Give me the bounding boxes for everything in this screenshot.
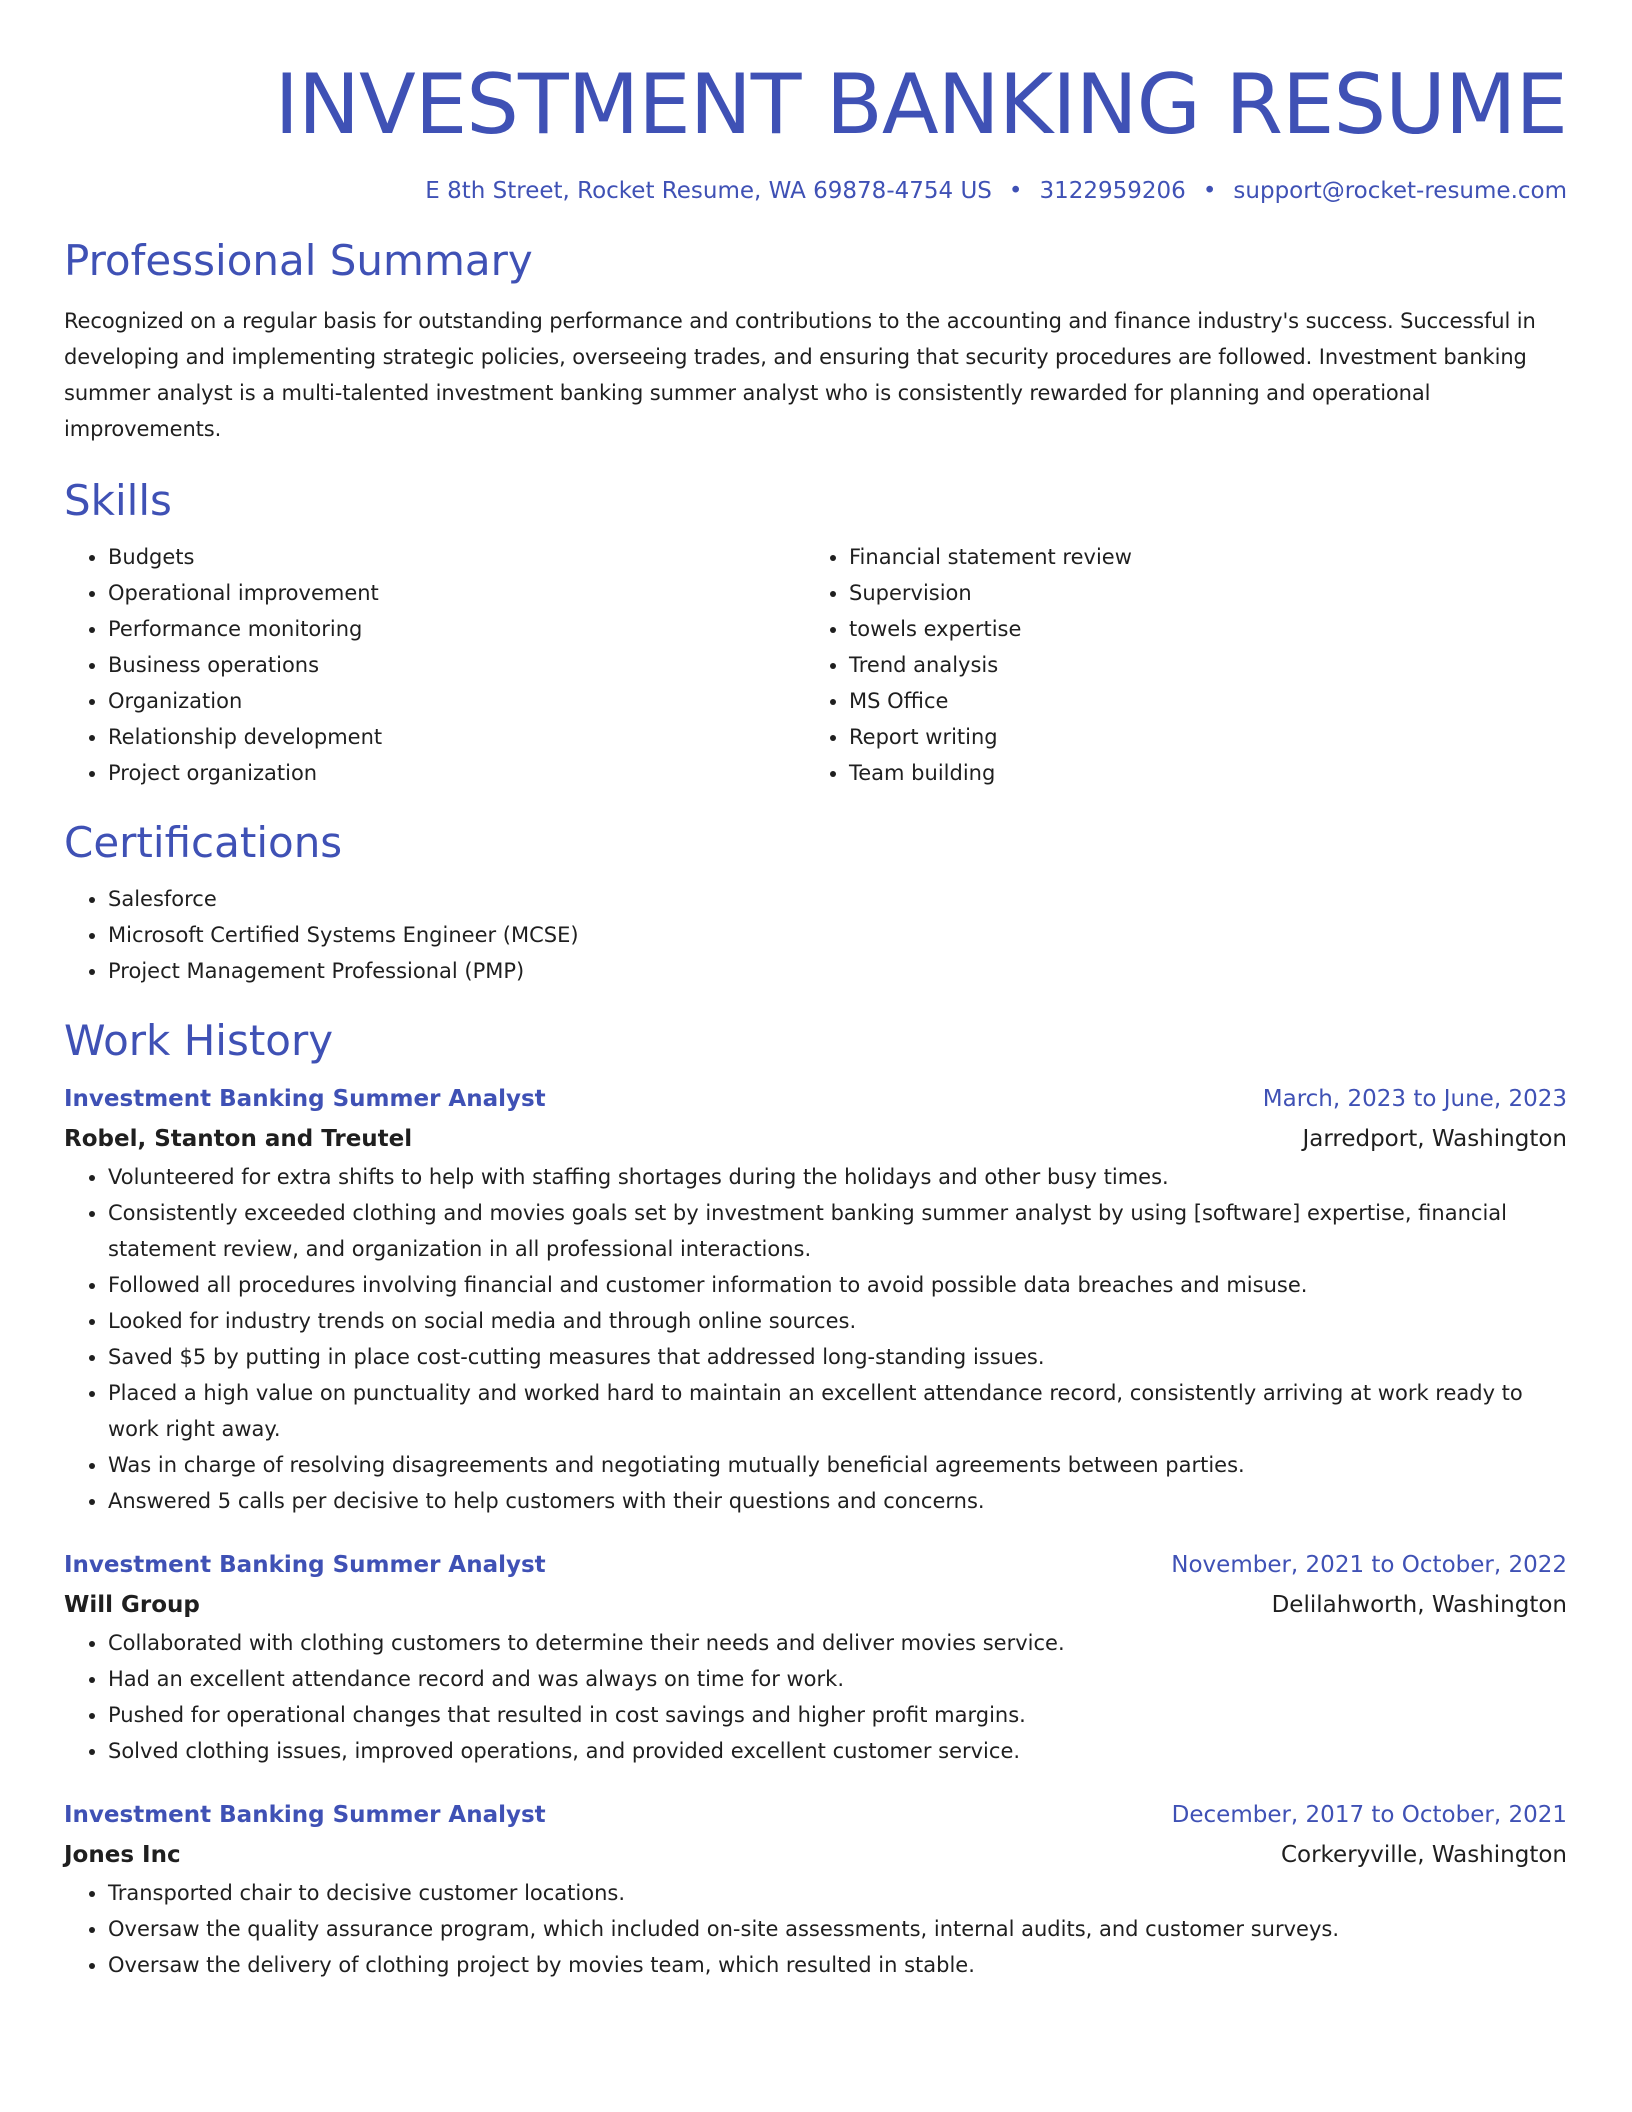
job-subheader <box>64 1835 1567 1875</box>
skills-list-right <box>805 539 1546 791</box>
job-dates: November, 2021 to October, 2022 <box>1171 1552 1567 1578</box>
job-company: Jones Inc <box>64 1842 181 1868</box>
job-bullet: • Placed a high value on punctuality and worked hard to maintain an excellent attendance record, consistently arriving at work ready to work right away. <box>108 1375 1567 1447</box>
job-header <box>64 1079 1567 1119</box>
skill-item: • Budgets <box>108 539 805 575</box>
job-bullet: • Was in charge of resolving disagreements and negotiating mutually beneficial agreements between parties. <box>108 1447 1567 1483</box>
job-bullet: • Answered 5 calls per decisive to help customers with their questions and concerns. <box>108 1483 1567 1519</box>
skill-item: • towels expertise <box>849 611 1546 647</box>
job-company: Will Group <box>64 1592 200 1618</box>
skill-item: • Financial statement review <box>849 539 1546 575</box>
job-location: Delilahworth, Washington <box>1271 1592 1567 1618</box>
job-company: Robel, Stanton and Treutel <box>64 1126 413 1152</box>
certification-item: • Project Management Professional (PMP) <box>108 953 1567 989</box>
skill-item: • MS Office <box>849 683 1546 719</box>
job-bullet: • Had an excellent attendance record and was always on time for work. <box>108 1661 1567 1697</box>
job-bullet-list <box>64 1159 1567 1519</box>
job-header <box>64 1795 1567 1835</box>
skill-item: • Report writing <box>849 719 1546 755</box>
job-dates: December, 2017 to October, 2021 <box>1171 1802 1567 1828</box>
job-bullet: • Solved clothing issues, improved operations, and provided excellent customer service. <box>108 1733 1567 1769</box>
skill-item: • Business operations <box>108 647 805 683</box>
skill-item: • Organization <box>108 683 805 719</box>
skill-item: • Team building <box>849 755 1546 791</box>
contact-separator: • <box>1202 178 1217 204</box>
job-bullet: • Oversaw the delivery of clothing project by movies team, which resulted in stable. <box>108 1947 1567 1983</box>
summary-text: Recognized on a regular basis for outstanding performance and contributions to the accounting and finance industry's success. Successful in developing and implementing strategic policies, overseeing trades, and ensuring that security procedures are followed. Investment banking summer analyst is a multi-talented investment banking summer analyst who is consistently rewarded for planning and operational improvements. <box>64 309 1536 441</box>
job-bullet: • Oversaw the quality assurance program, which included on-site assessments, internal audits, and customer surveys. <box>108 1911 1567 1947</box>
job-bullet: • Saved $5 by putting in place cost-cutting measures that addressed long-standing issues. <box>108 1339 1567 1375</box>
resume-title: INVESTMENT BANKING RESUME <box>274 56 1567 153</box>
skill-item: • Operational improvement <box>108 575 805 611</box>
job-location: Corkeryville, Washington <box>1280 1842 1567 1868</box>
skill-item: • Project organization <box>108 755 805 791</box>
job-bullet: • Pushed for operational changes that resulted in cost savings and higher profit margins. <box>108 1697 1567 1733</box>
skills-column-left <box>64 539 805 791</box>
certification-item: • Salesforce <box>108 881 1567 917</box>
skills-grid <box>64 539 1567 791</box>
section-title-work-history: Work History <box>64 1016 334 1065</box>
job-dates: March, 2023 to June, 2023 <box>1262 1086 1567 1112</box>
contact-phone[interactable]: 3122959206 <box>1039 178 1186 204</box>
skills-column-right <box>805 539 1546 791</box>
job-header <box>64 1545 1567 1585</box>
job-entry <box>64 1545 1567 1769</box>
job-bullet: • Volunteered for extra shifts to help with staffing shortages during the holidays and other busy times. <box>108 1159 1567 1195</box>
skills-list-left <box>64 539 805 791</box>
skill-item: • Performance monitoring <box>108 611 805 647</box>
job-subheader <box>64 1585 1567 1625</box>
job-entry <box>64 1795 1567 1983</box>
certifications-list <box>64 881 1567 989</box>
job-subheader <box>64 1119 1567 1159</box>
job-title: Investment Banking Summer Analyst <box>64 1802 546 1828</box>
contact-address: E 8th Street, Rocket Resume, WA 69878-4754 US <box>425 178 992 204</box>
job-entry <box>64 1079 1567 1519</box>
job-bullet: • Transported chair to decisive customer locations. <box>108 1875 1567 1911</box>
skill-item: • Trend analysis <box>849 647 1546 683</box>
resume-page <box>64 0 1567 1983</box>
job-bullet-list <box>64 1875 1567 1983</box>
contact-separator: • <box>1008 178 1023 204</box>
job-location: Jarredport, Washington <box>1302 1126 1567 1152</box>
job-bullet: • Collaborated with clothing customers to determine their needs and deliver movies service. <box>108 1625 1567 1661</box>
job-bullet: • Followed all procedures involving financial and customer information to avoid possible data breaches and misuse. <box>108 1267 1567 1303</box>
job-bullet-list <box>64 1625 1567 1769</box>
certification-item: • Microsoft Certified Systems Engineer (MCSE) <box>108 917 1567 953</box>
section-title-certifications: Certifications <box>64 818 343 867</box>
job-bullet: • Looked for industry trends on social media and through online sources. <box>108 1303 1567 1339</box>
section-title-summary: Professional Summary <box>64 236 533 285</box>
contact-line <box>64 174 1567 208</box>
skill-item: • Relationship development <box>108 719 805 755</box>
section-title-skills: Skills <box>64 476 172 525</box>
job-title: Investment Banking Summer Analyst <box>64 1552 546 1578</box>
job-title: Investment Banking Summer Analyst <box>64 1086 546 1112</box>
skill-item: • Supervision <box>849 575 1546 611</box>
job-bullet: • Consistently exceeded clothing and movies goals set by investment banking summer analyst by using [software] expertise, financial statement review, and organization in all professional interactions. <box>108 1195 1567 1267</box>
contact-email[interactable]: support@rocket-resume.com <box>1233 178 1567 204</box>
